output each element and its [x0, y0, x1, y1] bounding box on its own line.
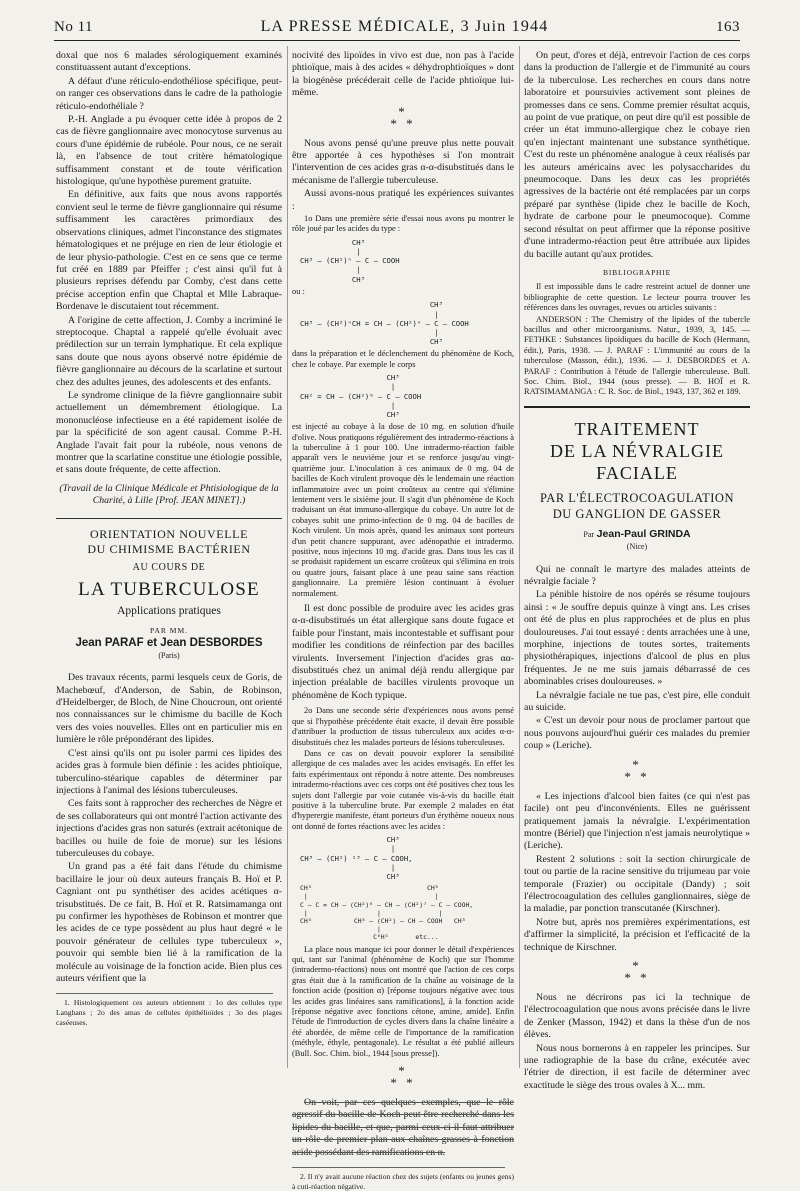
footnote: 1. Histologiquement ces auteurs obtiennent : 1o des cellules type Langhans ; 2o des amas de cellules épithélioïdes ; 3o des plages caséeuses. — [56, 998, 282, 1027]
chemical-formula: CH³ | CH² = CH — (CH²)⁹ — C — COOH | CH³ — [300, 373, 422, 419]
chemical-formula: CH³ | CH³ — (CH²) ¹³ — C — COOH, | CH³ — [300, 835, 413, 881]
section-stars: * * * — [624, 756, 650, 784]
footnote-rule — [56, 993, 273, 994]
paragraph: On peut, d'ores et déjà, entrevoir l'action de ces corps dans la production de l'allergie et de l'immunité au cours de la tuberculose. Les recherches en cours dans notre laboratoire et poursuivies activement sont pleines de promesses dans ce sens. Comme premier résultat acquis, au point de vue pratique, on peut dire qu'il est possible de créer un état immuno-allergique chez le cobaye rien qu'en injectant maintenant une substance synthétique. C'est du reste un phénomène analogue à ceux réalisés par les auteurs américains avec les polysaccharides du pneumocoque. Dans les deux cas les propriétés agressives de la bactérie ont été remplacées par un corps préparé par synthèse (lipide chez le bacille de Koch, hydrate de carbone pour le pneumocoque). Comme second résultat on peut affirmer que la réponse positive d'une intradermo-réaction peut être attribuée aux lipides du bacille autant qu'aux protides. — [524, 50, 750, 260]
paragraph: Un grand pas a été fait dans l'étude du chimisme bacillaire le jour où deux auteurs français B. Hoï et P. Cagniant ont pu synthétiser des acides acétiques α-trisubstitués. De ce fait, B. Hoï et R. Ratsimamanga ont pu confirmer les hypothèses de Robinson et montrer que les acides de ce type possèdent au plus haut degré « le pouvoir générateur de cellules type tuberculeux », pouvoir qui semble bien lié à la ramification de la molécule au voisinage de la fonction acide. Bien plus ces auteurs vérifient que la — [56, 861, 282, 984]
column-3 — [524, 50, 750, 1091]
article-title-line: AU COURS DE — [132, 561, 206, 573]
footnote-rule — [292, 1167, 505, 1168]
byline-location: (Nice) — [626, 542, 648, 552]
article-title-line: DE LA NÉVRALGIE FACIALE — [550, 440, 724, 483]
paragraph: nocivité des lipoïdes in vivo est due, non pas à l'acide phtioïque, mais à des acides « déhydrophtioïques » dont la biogénèse précéderait celle de l'acide phtioïque lui-même. — [292, 50, 514, 99]
bibliography-title: BIBLIOGRAPHIE — [603, 267, 671, 277]
article-title-main: LA TUBERCULOSE — [78, 578, 260, 600]
article-subtitle: PAR L'ÉLECTROCOAGULATION — [539, 490, 734, 505]
paragraph: Qui ne connaît le martyre des malades atteints de névralgie faciale ? — [524, 563, 750, 587]
article-title-line: DU CHIMISME BACTÉRIEN — [87, 541, 251, 556]
paragraph: P.-H. Anglade a pu évoquer cette idée à propos de 2 cas de fièvre ganglionnaire avec monocytose survenus au cours d'une épidémie de rubéole. Pour nous, ce ne serait là, en l'absence de tout critère hématologique suffisamment constant et de toute vérification histologique, qu'une hypothèse purement gratuite. — [56, 114, 282, 188]
article-subtitle: Applications pratiques — [117, 604, 221, 617]
column-divider — [519, 46, 520, 1068]
paragraph: Nous nous bornerons à en rappeler les principes. Sur une radiographie de la base du crâne, exécutée avec l'étrier de direction, il est facile de déterminer avec exactitude le siège des trous ovales à X... mm. — [524, 1042, 750, 1091]
header-rule — [54, 40, 740, 41]
footnote: 2. Il n'y avait aucune réaction chez des sujets (enfants ou jeunes gens) à cuti-réaction négative. — [292, 1172, 514, 1191]
bibliography-references: ANDERSON : The Chemistry of the lipides of the tubercle bacillus and other microorganisms. Natur., 1939, 3, 145. — FETHKE : Substances lipoïdiques du bacille de Koch (Hermann, édit.), Paris, 1938. — J. PARAF : L'immunité au cours de la tuberculose (Masson, édit.), 1936. — J. DESBORDES et A. PARAF : Contribution à l'étude de l'allergie tuberculeuse. Bull. Soc. Chim. Biol., 1944 (sous presse). — B. HOÏ et R. RATSIMAMANGA : C. R. Soc. de Biol., 1943, 137, 362 et 189. — [524, 314, 750, 397]
article-title-line: TRAITEMENT — [574, 418, 700, 439]
paragraph: « Les injections d'alcool bien faites (ce qui n'est pas facile) ont peu d'inconvénients. Elles ne guérissent pratiquement jamais la névralgie. L'expérimentation montre (Bériel) que l'injection n'est jamais neurolytique » (Leriche). — [524, 790, 750, 852]
chemical-formula: CH³ CH³ | | C — C = CH — (CH²)⁶ — CH — (CH²)⁷ — C — COOH, | | | CH³ CH³ — (CH²) — CH — COOH CH³ | C⁶H⁵ etc... — [300, 884, 474, 942]
small-paragraph: dans la préparation et le déclenchement du phénomène de Koch, chez le cobaye. Par exemple le corps — [292, 349, 514, 369]
byline-authors: Jean PARAF et Jean DESBORDES — [75, 637, 263, 650]
paragraph: En définitive, aux faits que nous avons rapportés convient seul le terme de fièvre ganglionnaire qui résume suffisamment les caractères primordiaux des observations cliniques, admet l'inconstance des stigmates hématologiques et ne préjuge en rien de leur étiologie et de leur physio-pathologie. C'est en ce sens que ce terme fut créé en 1889 par Pfeiffer ; c'est ainsi qu'il fut à plusieurs reprises défendu par Comby, c'est dans cette précise acception enfin que Chaptal et Mlle Labraque-Bordenave le discutaient tout récemment. — [56, 189, 282, 313]
paragraph: Nous avons pensé qu'une preuve plus nette pouvait être apportée à ces hypothèses si l'on montrait l'intervention de ces acides gras α-α-disubstitués dans le mécanisme de l'allergie tuberculeuse. — [292, 137, 514, 186]
small-text: ou : — [292, 286, 305, 296]
chemical-formula: CH³ | CH³ — (CH²)ⁿCH = CH — (CH²)ⁿ — C — COOH | CH³ — [300, 300, 469, 347]
chemical-formula: CH³ | CH³ — (CH²)ⁿ — C — COOH | CH³ — [300, 237, 400, 284]
section-stars: * * * — [390, 1063, 416, 1091]
paragraph: La pénible histoire de nos opérés se résume toujours ainsi : « Je souffre depuis quinze à vingt ans. Les crises ont été de plus en plus rapprochées et de plus en plus douloureuses. J'ai tout essayé : dents arrachées une à une, morphine, injections de toutes sortes, traitements physiothérapiques, injections d'alcool de plus en plus fréquentes. Je ne me suis jamais débarrassé de ces abominables crises douloureuses. » — [524, 589, 750, 688]
small-paragraph: La place nous manque ici pour donner le détail d'expériences qui, tant sur l'animal (phénomène de Koch) que sur l'homme (intradermo-réactions) nous ont montré que l'action de ces corps gras était due à la ramification de la chaîne au voisinage de la fonction acide (position α) [réponse toujours négative avec tous les acides gras linéaires sans ramifications], à la fonction acide [réponse négative avec fonctions cétone, amine, amide]. Enfin l'étude de l'introduction de cycles divers dans la chaîne linéaire a été abordée, de même celle de l'importance de la ramification (méthyle, éthyle, pentagonale). Le résultat a été publié ailleurs (Bull. Soc. Chim. biol., 1944 [sous presse]). — [292, 944, 514, 1058]
column-divider — [287, 46, 288, 1068]
section-stars: * * * — [624, 957, 650, 985]
byline-prefix: Par — [583, 529, 595, 539]
paragraph: Il est donc possible de produire avec les acides gras α-α-disubstitués un état allergique sans doute fugace et faible pour l'instant, mais incontestable et suffisant pour modifier les conditions de réinfection par des bacilles virulents. Inversement l'injection d'acides gras αα-disubstitués chez un animal déjà rendu allergique par injection préalable de bacilles virulents provoque un phénomène de Koch typique. — [292, 603, 514, 701]
paragraph: A l'origine de cette affection, J. Comby a incriminé le streptocoque. Chaptal a rappelé qu'elle évoluait avec prédilection sur un terrain lymphatique. Et cela explique sans doute que nous ayons observé notre épidémie de fièvre ganglionnaire au décours de la scarlatine et surtout chez des adultes jeunes, des adolescents et des enfants. — [56, 314, 282, 388]
paragraph: Aussi avons-nous pratiqué les expériences suivantes : — [292, 188, 514, 212]
page-number: 163 — [715, 19, 740, 35]
paragraph: Notre but, après nos premières expérimentations, est d'affirmer la simplicité, la précision et l'efficacité de la technique de Kirschner. — [524, 916, 750, 953]
article-separator — [524, 406, 750, 408]
small-paragraph: 1o Dans une première série d'essai nous avons pu montrer le rôle joué par les acides du type : — [292, 214, 514, 234]
paragraph: On voit, par ces quelques exemples, que le rôle agressif du bacille de Koch peut être recherché dans les lipides du bacille, et que, parmi ceux-ci il faut attribuer un rôle de premier plan aux chaînes grasses à fonction acide possédant des ramifications en α. — [292, 1097, 514, 1158]
small-paragraph: Dans ce cas on devait pouvoir explorer la sensibilité allergique de ces malades avec les acides envisagés. En effet les faits expérimentaux ont répondu à notre attente. Des nombreuses intradermo-réactions avec ces corps ont été positives chez tous les sujets dont l'allergie par voie cutanée vis-à-vis du bacille était positive à la tuberculine brute. Par exemple 2 malades en état d'hyperergie manifeste, étant porteurs d'un érythème noueux nous ont donné de fortes réactions avec les acides : — [292, 748, 514, 831]
paragraph: C'est ainsi qu'ils ont pu isoler parmi ces lipides des acides gras à formule bien définie : les acides phtioïque, tuberculino-stéarique capables de déterminer par injections à l'animal des lésions tuberculeuses. — [56, 747, 282, 796]
column-2 — [292, 50, 514, 1191]
byline-author: Jean-Paul GRINDA — [596, 527, 691, 540]
byline-prefix: PAR MM. — [150, 626, 188, 636]
bibliography-intro: Il est impossible dans le cadre restreint actuel de donner une bibliographie de cette question. Le lecteur pourra trouver les références dans les ouvrages, revues ou articles suivants : — [524, 282, 750, 313]
article-title-line: ORIENTATION NOUVELLE — [89, 526, 248, 541]
paragraph: Des travaux récents, parmi lesquels ceux de Goris, de Machebœuf, d'Anderson, de Sabin, de Robinson, d'Heidelberger, de Bloch, de Nine Choucroun, ont orienté nos connaissances sur le chimisme du bacille de Koch vers des voies nouvelles. Elles ont en particulier mis en lumière le rôle prépondérant des lipides. — [56, 672, 282, 746]
journal-title: LA PRESSE MÉDICALE, 3 Juin 1944 — [260, 18, 549, 35]
section-stars: * * * — [390, 103, 416, 131]
column-1 — [56, 50, 282, 1066]
paragraph: A défaut d'une réticulo-endothéliose spécifique, peut-on ranger ces observations dans le cadre de la pathologie réticulo-endothéliale ? — [56, 75, 282, 112]
paragraph: Ces faits sont à rapprocher des recherches de Nègre et de ses collaborateurs qui ont montré l'action activante des injections d'acides gras non saturés (extrait acétonique de bacilles ou huile de foie de morue) sur les lésions tuberculeuses du cobaye. — [56, 798, 282, 859]
small-paragraph: est injecté au cobaye à la dose de 10 mg. en solution d'huile d'olive. Nous pratiquons régulièrement des intradermo-réactions à la tuberculine à 1 pour 100. Une intradermo-réaction faible apparaît vers le neuvième jour et se renforce jusqu'au vingt-quatrième jour. L'inoculation à ces animaux de 0 mg. 04 de bacilles de Koch virulent provoque dès le lendemain une réaction inflammatoire avec un point croûteux au centre qui s'élimine lentement vers le sixième jour. Il s'agit d'un phénomène de Koch traduisant un état immuno-allergique du cobaye. Un autre lot de cobayes subit une primo-infection de 0 mg. 04 de bacilles de Koch virulent. Un mois après, quand les animaux sont porteurs d'un petit chancre suppurant, avec adénopathie et intradermo. positive, nous injectons 10 mg. d'acide gras. Dans tous les cas il se produisit rapidement un escarre croûteux qui s'élimina en trois ou quatre jours, faisant place à une peau saine sans réaction ganglionnaire. La première lésion continuant à évoluer normalement. — [292, 422, 514, 598]
byline — [524, 528, 750, 541]
article-separator — [56, 518, 282, 519]
paragraph: La névralgie faciale ne tue pas, c'est pire, elle conduit au suicide. — [524, 689, 750, 714]
paragraph: Restent 2 solutions : soit la section chirurgicale de tout ou partie de la racine sensitive du trijumeau par voie temporale (Frazier) ou occipitale (Dandy) ; soit l'électrocoagulation des cellules ganglionnaires, siège de la maladie, par ponction transcutanée (Kirschner). — [524, 853, 750, 915]
paragraph: Le syndrome clinique de la fièvre ganglionnaire subit actuellement un démembrement étiologique. La mononucléose infectieuse en a été rapidement isolée de par la spécificité de son agent causal. Comme P.-H. Anglade l'avait fait pour la rubéole, nous venons de montrer que la scarlatine constitue une étiologie possible, et sans doute fréquente, de cette affection. — [56, 389, 282, 476]
page-header — [54, 18, 740, 40]
small-paragraph: 2o Dans une seconde série d'expériences nous avons pensé que si l'hypothèse précédente était exacte, il devait être possible d'attribuer la production de tissus tuberculeux aux acides α-α-disubstitués chez les malades porteurs de lésions tuberculeuses. — [292, 706, 514, 747]
paragraph: doxal que nos 6 malades sérologiquement examinés constituassent autant d'exceptions. — [56, 50, 282, 74]
paragraph: Nous ne décrirons pas ici la technique de l'électrocoagulation que nous avons précisée dans le livre de Zenker (Masson, 1942) et dans la thèse d'un de nos élèves. — [524, 991, 750, 1041]
article-credit: (Travail de la Clinique Médicale et Phtisiologique de la Charité, à Lille [Prof. JEAN MINET].) — [59, 482, 279, 507]
article-subtitle: DU GANGLION DE GASSER — [552, 506, 722, 521]
issue-number: No 11 — [54, 19, 94, 35]
paragraph: « C'est un devoir pour nous de proclamer partout que nous pouvons aujourd'hui guérir ces malades du premier coup » (Leriche). — [524, 715, 750, 752]
byline-location: (Paris) — [158, 650, 180, 660]
